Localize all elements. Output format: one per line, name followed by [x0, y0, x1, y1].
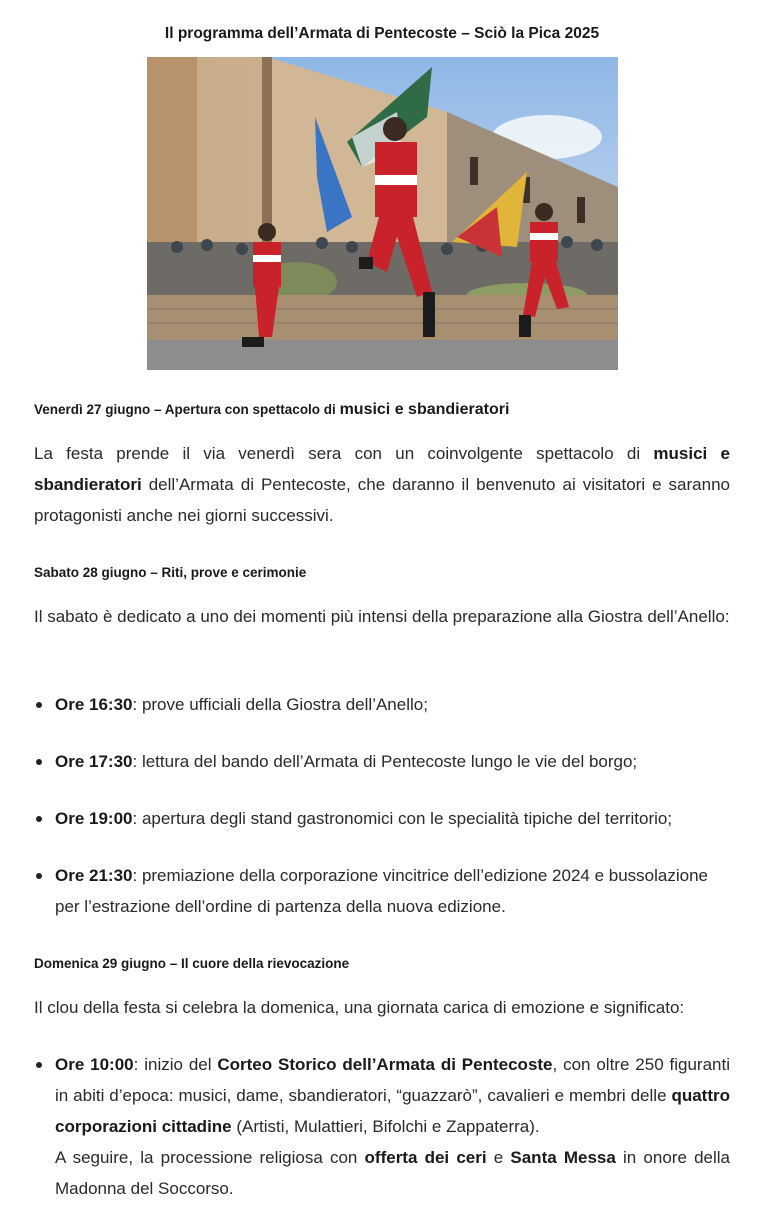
item-text: : apertura degli stand gastronomici con le specialità tipiche del territorio; [132, 809, 673, 828]
item-bold: Corteo Storico dell’Armata di Pentecoste [217, 1055, 553, 1074]
heading-sunday: Domenica 29 giugno – Il cuore della rievocazione [34, 956, 350, 971]
friday-text-1: La festa prende il via venerdì sera con un coinvolgente spettacolo di [34, 444, 654, 463]
friday-text-2: dell’Armata di Pentecoste, che daranno il benvenuto ai visitatori e saranno protagonisti anche nei giorni successivi. [34, 475, 730, 525]
list-item [55, 803, 730, 834]
event-photo [147, 57, 618, 370]
item-bold: Santa Messa [510, 1148, 616, 1167]
paragraph-sunday-intro: Il clou della festa si celebra la domenica, una giornata carica di emozione e significato: [34, 998, 685, 1017]
list-item [55, 860, 730, 922]
item-time: Ore 21:30 [55, 866, 133, 885]
item-text: in onore della Madonna del Soccorso. [55, 1148, 730, 1198]
paragraph-friday [34, 438, 730, 531]
item-text: (Artisti, Mulattieri, Bifolchi e Zappaterra). [231, 1117, 540, 1136]
item-text: : premiazione della corporazione vincitrice dell’edizione 2024 e bussolazione per l’estrazione dell’ordine di partenza della nuova edizione. [55, 866, 709, 916]
heading-friday-lead: Venerdì 27 giugno – Apertura con spettacolo di [34, 402, 340, 417]
item-time: Ore 10:00 [55, 1055, 134, 1074]
paragraph-saturday-intro: Il sabato è dedicato a uno dei momenti più intensi della preparazione alla Giostra dell’Anello: [34, 607, 730, 626]
friday-text-bold: musici e sbandieratori [34, 444, 730, 494]
list-item [55, 746, 730, 777]
heading-friday [34, 401, 509, 419]
item-time: Ore 16:30 [55, 695, 133, 714]
item-text: , con oltre 250 figuranti in abiti d’epoca: musici, dame, sbandieratori, “guazzarò”, cavalieri e membri delle [55, 1055, 730, 1105]
item-text: : inizio del [133, 1055, 218, 1074]
list-item [55, 689, 730, 720]
item-text: : lettura del bando dell’Armata di Pentecoste lungo le vie del borgo; [132, 752, 638, 771]
item-bold: quattro corporazioni cittadine [55, 1086, 730, 1136]
heading-friday-strong: musici e sbandieratori [339, 401, 510, 418]
image-caption: Il programma dell’Armata di Pentecoste – Sciò la Pica 2025 [164, 25, 600, 42]
heading-saturday: Sabato 28 giugno – Riti, prove e cerimonie [34, 565, 307, 580]
item-text: e [486, 1148, 511, 1167]
item-bold: offerta dei ceri [364, 1148, 487, 1167]
item-text: : prove ufficiali della Giostra dell’Anello; [132, 695, 428, 714]
list-item [55, 1049, 730, 1204]
item-time: Ore 17:30 [55, 752, 133, 771]
item-time: Ore 19:00 [55, 809, 133, 828]
item-text: A seguire, la processione religiosa con [55, 1148, 365, 1167]
